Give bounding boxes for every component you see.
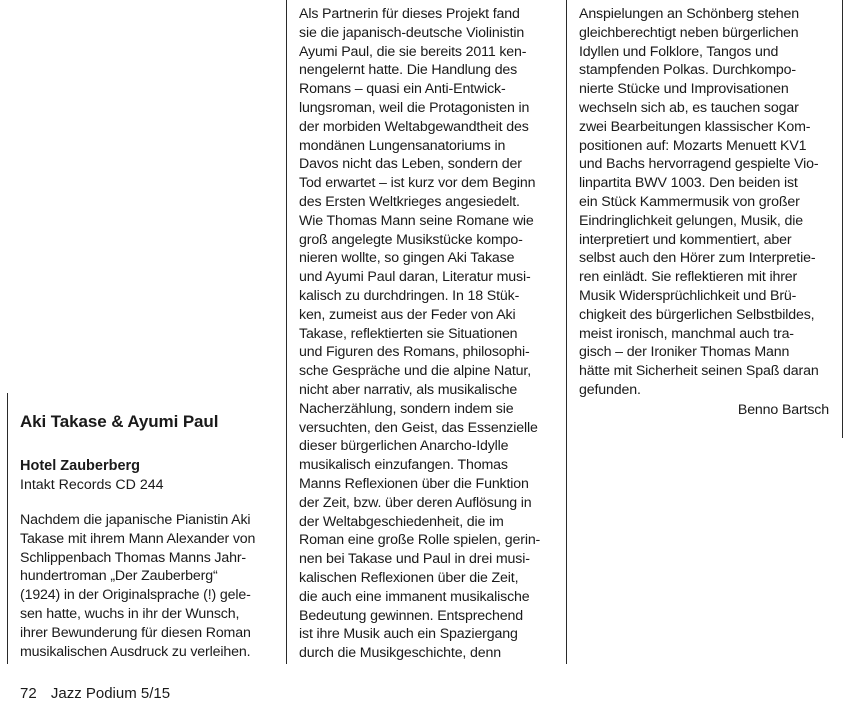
text-line: nen bei Takase und Paul in drei musi-: [299, 551, 530, 568]
text-line: musikalischen Ausdruck zu verleihen.: [20, 643, 251, 660]
article-column-3: [579, 5, 835, 420]
text-line: des Ersten Weltkrieges angesiedelt.: [299, 193, 520, 210]
text-line: die auch eine immanent musikalische: [299, 588, 530, 605]
text-line: und Figuren des Romans, philosophi-: [299, 344, 530, 361]
text-line: kalisch zu durchdringen. In 18 Stük-: [299, 287, 520, 304]
text-line: versuchten, den Geist, das Essenzielle: [299, 419, 538, 436]
text-line: der morbiden Weltabgewandtheit des: [299, 118, 529, 135]
text-line: ist ihre Musik auch ein Spaziergang: [299, 626, 518, 643]
text-line: Nachdem die japanische Pianistin Aki: [20, 512, 251, 528]
text-line: hätte mit Sicherheit seinen Spaß daran: [579, 363, 819, 380]
text-line: nieren wollte, so gingen Aki Takase: [299, 250, 515, 267]
text-line: chigkeit des bürgerlichen Selbstbildes,: [579, 306, 815, 323]
text-line: meist ironisch, manchmal auch tra-: [579, 325, 794, 342]
text-line: gisch – der Ironiker Thomas Mann: [579, 344, 790, 361]
text-line: selbst auch den Hörer zum Interpretie-: [579, 250, 816, 267]
article-column-2: [299, 5, 559, 663]
text-line: hundertroman „Der Zauberberg“: [20, 568, 218, 585]
text-line: zwei Bearbeitungen klassischer Kom-: [579, 118, 811, 135]
text-line: positionen auf: Mozarts Menuett KV1: [579, 137, 807, 154]
text-line: der Zeit, bzw. über deren Auflösung in: [299, 494, 532, 511]
text-line: (1924) in der Originalsprache (!) gele-: [20, 587, 251, 604]
text-line: und Bachs hervorragend gespielte Vio-: [579, 156, 819, 173]
text-line: mondänen Lungensanatoriums in: [299, 137, 506, 154]
text-line: lungsroman, weil die Protagonisten in: [299, 99, 530, 116]
column-rule-right: [842, 0, 843, 438]
page-number: 72: [20, 685, 37, 702]
text-line: sie die japanisch-deutsche Violinistin: [299, 24, 525, 41]
text-line: sen hatte, wuchs in ihr der Wunsch,: [20, 605, 240, 622]
text-line: dieser bürgerlichen Anarcho-Idylle: [299, 438, 509, 455]
text-line: Romans – quasi ein Anti-Entwick-: [299, 81, 506, 98]
text-line: gefunden.: [579, 381, 641, 398]
text-line: ein Stück Kammermusik von großer: [579, 193, 800, 210]
text-line: groß angelegte Musikstücke kompo-: [299, 231, 523, 248]
text-line: Musik Widersprüchlichkeit und Brü-: [579, 287, 797, 304]
text-line: Idyllen und Folklore, Tangos und: [579, 43, 779, 60]
text-line: gleichberechtigt neben bürgerlichen: [579, 24, 799, 41]
text-line: nengelernt hatte. Die Handlung des: [299, 62, 518, 79]
text-line: Nacherzählung, sondern indem sie: [299, 400, 514, 417]
text-line: ren einlädt. Sie reflektieren mit ihrer: [579, 269, 798, 286]
text-line: Eindringlichkeit gelungen, Musik, die: [579, 212, 803, 229]
text-line: Manns Reflexionen über die Funktion: [299, 475, 529, 492]
album-title: Hotel Zauberberg: [20, 458, 141, 474]
text-line: Ayumi Paul, die sie bereits 2011 ken-: [299, 43, 527, 60]
text-line: Als Partnerin für dieses Projekt fand: [299, 6, 520, 22]
article-column-1: [20, 511, 270, 661]
review-heading: Aki Takase & Ayumi Paul: [20, 412, 219, 431]
text-line: ken, zumeist aus der Feder von Aki: [299, 306, 516, 323]
text-line: ihrer Bewunderung für diesen Roman: [20, 624, 251, 641]
column-rule-left: [7, 393, 8, 664]
page-footer: [20, 685, 170, 702]
text-line: Schlippenbach Thomas Manns Jahr-: [20, 549, 247, 566]
text-line: Bedeutung gewinnen. Entsprechend: [299, 607, 523, 624]
text-line: Davos nicht das Leben, sondern der: [299, 156, 522, 173]
text-line: nicht aber narrativ, als musikalische: [299, 381, 518, 398]
text-line: sche Gespräche und die alpine Natur,: [299, 363, 531, 380]
text-line: durch die Musikgeschichte, denn: [299, 645, 501, 662]
text-line: stampfenden Polkas. Durchkompo-: [579, 62, 796, 79]
article-column-3-body: [579, 5, 835, 400]
magazine-issue: Jazz Podium 5/15: [50, 685, 171, 702]
text-line: kalischen Reflexionen über die Zeit,: [299, 569, 519, 586]
text-line: musikalisch einzufangen. Thomas: [299, 457, 508, 474]
column-rule-middle-left: [286, 0, 287, 664]
text-line: Roman eine große Rolle spielen, gerin-: [299, 532, 541, 549]
text-line: der Weltabgeschiedenheit, die im: [299, 513, 504, 530]
text-line: Tod erwartet – ist kurz vor dem Beginn: [299, 175, 536, 192]
text-line: Wie Thomas Mann seine Romane wie: [299, 212, 534, 229]
text-line: interpretiert und kommentiert, aber: [579, 231, 792, 248]
text-line: nierte Stücke und Improvisationen: [579, 81, 789, 98]
text-line: linpartita BWV 1003. Den beiden ist: [579, 175, 798, 192]
text-line: Takase, reflektierten sie Situationen: [299, 325, 518, 342]
text-line: Takase mit ihrem Mann Alexander von: [20, 530, 256, 547]
text-line: wechseln sich ab, es tauchen sogar: [579, 99, 799, 116]
review-author: Benno Bartsch: [737, 401, 829, 418]
text-line: und Ayumi Paul daran, Literatur musi-: [299, 269, 531, 286]
column-rule-middle-right: [566, 0, 567, 664]
record-label-info: Intakt Records CD 244: [20, 477, 164, 493]
text-line: Anspielungen an Schönberg stehen: [579, 6, 800, 22]
